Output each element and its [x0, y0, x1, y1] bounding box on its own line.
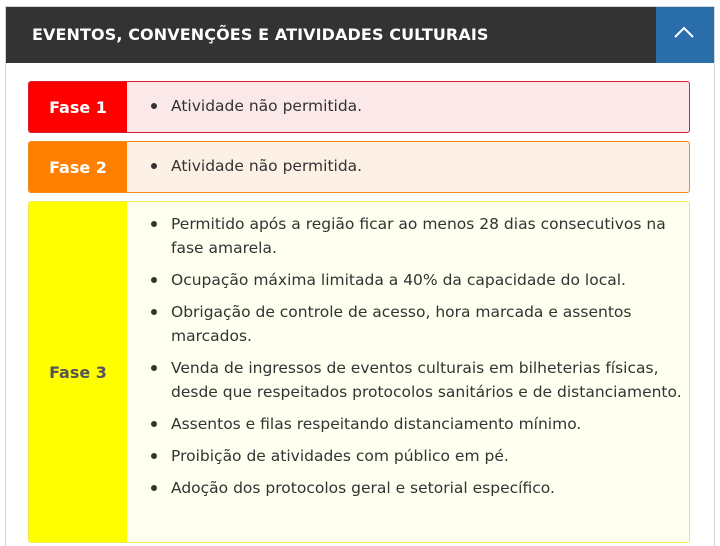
list-item: Atividade não permitida. — [171, 154, 689, 178]
list-item: Adoção dos protocolos geral e setorial específico. — [171, 476, 689, 500]
rule-list — [127, 142, 689, 178]
phase-label: Fase 3 — [29, 202, 127, 542]
accordion-title: EVENTOS, CONVENÇÕES E ATIVIDADES CULTURAIS — [32, 25, 489, 44]
list-item: Obrigação de controle de acesso, hora marcada e assentos marcados. — [171, 300, 689, 348]
collapse-button[interactable] — [656, 7, 714, 63]
rule-list — [127, 82, 689, 118]
list-item: Venda de ingressos de eventos culturais em bilheterias físicas, desde que respeitados protocolos sanitários e de distanciamento. — [171, 356, 689, 404]
phase-rules — [127, 202, 689, 542]
accordion-panel — [5, 6, 715, 546]
list-item: Proibição de atividades com público em pé. — [171, 444, 689, 468]
phase-row-3 — [28, 201, 690, 543]
phase-row-2 — [28, 141, 690, 193]
list-item: Atividade não permitida. — [171, 94, 689, 118]
phase-label: Fase 2 — [29, 142, 127, 192]
list-item: Assentos e filas respeitando distanciamento mínimo. — [171, 412, 689, 436]
list-item: Permitido após a região ficar ao menos 28 dias consecutivos na fase amarela. — [171, 212, 689, 260]
phase-label: Fase 1 — [29, 82, 127, 132]
chevron-up-icon — [673, 25, 695, 39]
phase-row-1 — [28, 81, 690, 133]
rule-list — [127, 202, 689, 500]
phase-rules — [127, 142, 689, 192]
list-item: Ocupação máxima limitada a 40% da capacidade do local. — [171, 268, 689, 292]
phase-rules — [127, 82, 689, 132]
accordion-header[interactable] — [6, 7, 714, 63]
